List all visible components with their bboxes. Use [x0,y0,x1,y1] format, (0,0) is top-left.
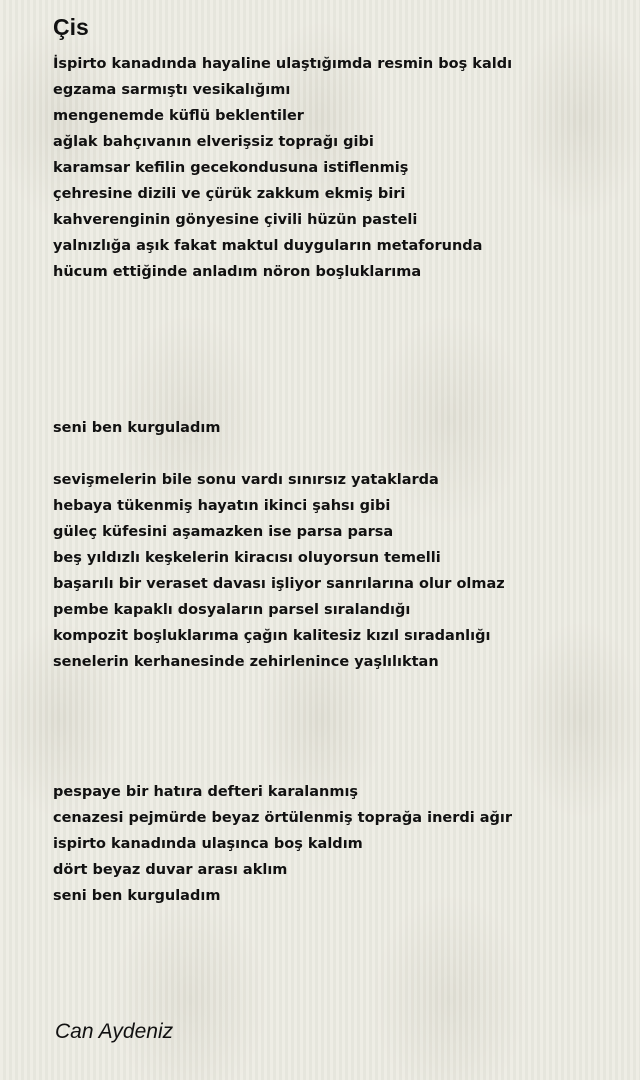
poem-line: kahverenginin gönyesine çivili hüzün pasteli [53,212,418,228]
poem-line: dört beyaz duvar arası aklım [53,862,288,878]
poem-line: sevişmelerin bile sonu vardı sınırsız yataklarda [53,472,439,488]
poem-line: hebaya tükenmiş hayatın ikinci şahsı gibi [53,498,391,514]
poem-line: mengenemde küflü beklentiler [53,108,304,124]
stanza-3 [53,779,613,909]
poem-line: kompozit boşluklarıma çağın kalitesiz kızıl sıradanlığı [53,628,491,644]
poem-line: yalnızlığa aşık fakat maktul duyguların metaforunda [53,238,483,254]
author-name: Can Aydeniz [55,1020,174,1043]
poem-line: İspirto kanadında hayaline ulaştığımda resmin boş kaldı [53,56,513,72]
poem-line: senelerin kerhanesinde zehirlenince yaşlılıktan [53,654,439,670]
refrain-line: seni ben kurguladım [53,420,221,436]
stanza-2 [53,467,613,675]
poem-body [53,51,613,909]
poem-title: Çis [53,14,89,40]
poem-line: seni ben kurguladım [53,888,221,904]
poem-line: egzama sarmıştı vesikalığımı [53,82,291,98]
poem-line: pespaye bir hatıra defteri karalanmış [53,784,359,800]
poem-line: ispirto kanadında ulaşınca boş kaldım [53,836,363,852]
poem-line: karamsar kefilin gecekondusuna istiflenmiş [53,160,409,176]
poem-line: beş yıldızlı keşkelerin kiracısı oluyorsun temelli [53,550,441,566]
stanza-spacer [53,441,613,467]
poem-line: ağlak bahçıvanın elverişsiz toprağı gibi [53,134,374,150]
stanza-spacer [53,285,613,415]
poem-line: pembe kapaklı dosyaların parsel sıralandığı [53,602,411,618]
stanza-spacer [53,675,613,779]
poem-line: cenazesi pejmürde beyaz örtülenmiş toprağa inerdi ağır [53,810,513,826]
poem-line: çehresine dizili ve çürük zakkum ekmiş biri [53,186,406,202]
poem-line: güleç küfesini aşamazken ise parsa parsa [53,524,394,540]
stanza-1 [53,51,613,285]
poem-line: hücum ettiğinde anladım nöron boşluklarıma [53,264,422,280]
poem-line: başarılı bir veraset davası işliyor sanrılarına olur olmaz [53,576,505,592]
